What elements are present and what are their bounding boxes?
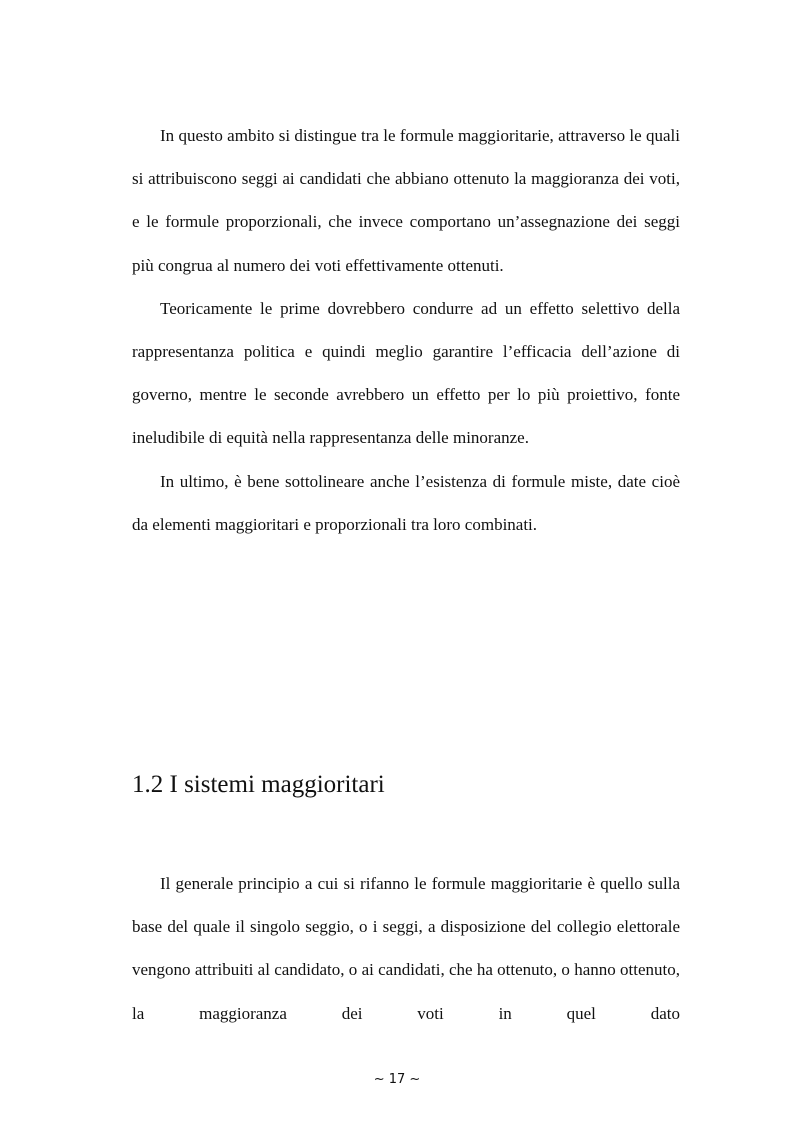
page-number: ~ 17 ~: [373, 1072, 421, 1087]
paragraph-principio: Il generale principio a cui si rifanno le formule maggioritarie è quello sulla base del quale il singolo seggio, o i seggi, a disposizione del collegio elettorale vengono attribuiti al candidato, o ai candidati, che ha ottenuto, o hanno ottenuto, la maggioranza dei voti in quel dato: [132, 874, 680, 1023]
paragraph-teoricamente: Teoricamente le prime dovrebbero condurre ad un effetto selettivo della rappresentanza politica e quindi meglio garantire l’efficacia dell’azione di governo, mentre le seconde avrebbero un effetto per lo più proiettivo, fonte ineludibile di equità nella rappresentanza delle minoranze.: [132, 298, 680, 448]
paragraph-formule: In questo ambito si distingue tra le formule maggioritarie, attraverso le quali si attribuiscono seggi ai candidati che abbiano ottenuto la maggioranza dei voti, e le formule proporzionali, che invece comportano un’assegnazione dei seggi più congrua al numero dei voti effettivamente ottenuti.: [132, 126, 680, 275]
section-heading: 1.2 I sistemi maggioritari: [132, 771, 385, 798]
body-text-top: [132, 114, 680, 546]
paragraph-in-ultimo: In ultimo, è bene sottolineare anche l’esistenza di formule miste, date cioè da elementi maggioritari e proporzionali tra loro combinati.: [132, 471, 680, 534]
body-text-bottom: [132, 862, 680, 1035]
